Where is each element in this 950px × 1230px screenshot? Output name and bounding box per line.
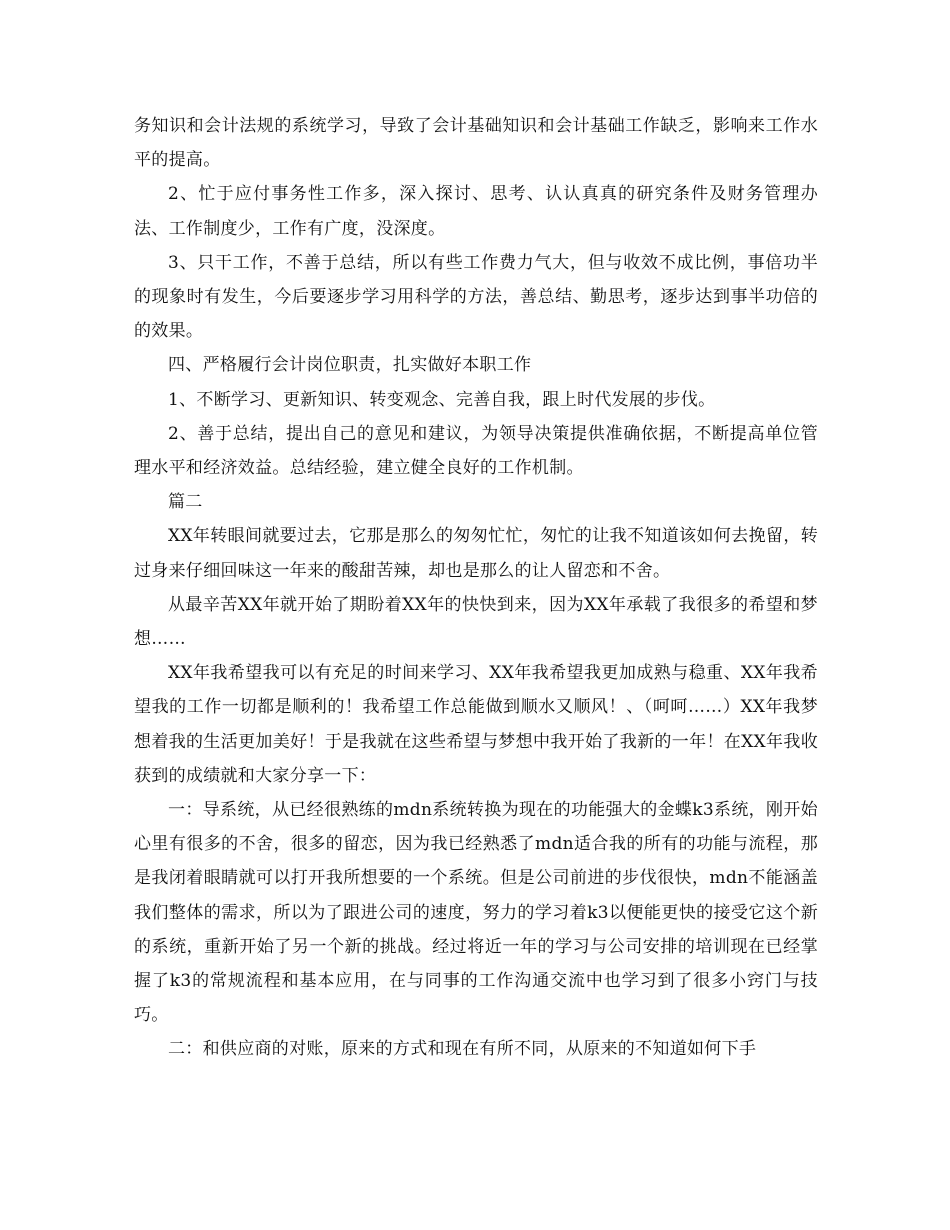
document-body (134, 109, 818, 1067)
section-heading: 四、严格履行会计岗位职责，扎实做好本职工作 (168, 355, 532, 376)
paragraph: 3、只干工作，不善于总结，所以有些工作费力气大，但与收效不成比例，事倍功半的现象时有发生，今后要逐步学习用科学的方法，善总结、勤思考，逐步达到事半功倍的的效果。 (134, 252, 818, 342)
paragraph: 1、不断学习、更新知识、转变观念、完善自我，跟上时代发展的步伐。 (168, 389, 716, 410)
paragraph: 2、忙于应付事务性工作多，深入探讨、思考、认认真真的研究条件及财务管理办法、工作制度少，工作有广度，没深度。 (134, 184, 818, 239)
paragraph: 从最辛苦XX年就开始了期盼着XX年的快快到来，因为XX年承载了我很多的希望和梦想…… (134, 594, 818, 650)
paragraph: 一：导系统，从已经很熟练的mdn系统转换为现在的功能强大的金蝶k3系统，刚开始心里有很多的不舍，很多的留恋，因为我已经熟悉了mdn适合我的所有的功能与流程，那是我闭着眼睛就可以打开我所想要的一个系统。但是公司前进的步伐很快，mdn不能涵盖我们整体的需求，所以为了跟进公司的速度，努力的学习着k3以便能更快的接受它这个新的系统，重新开始了另一个新的挑战。经过将近一年的学习与公司安排的培训现在已经掌握了k3的常规流程和基本应用，在与同事的工作沟通交流中也学习到了很多小窍门与技巧。 (134, 800, 818, 1026)
paragraph: 务知识和会计法规的系统学习，导致了会计基础知识和会计基础工作缺乏，影响来工作水平的提高。 (134, 116, 818, 171)
paragraph: XX年我希望我可以有充足的时间来学习、XX年我希望我更加成熟与稳重、XX年我希望我的工作一切都是顺利的！我希望工作总能做到顺水又顺风！、（呵呵……）XX年我梦想着我的生活更加美好！于是我就在这些希望与梦想中我开始了我新的一年！在XX年我收获到的成绩就和大家分享一下： (134, 663, 818, 786)
paragraph: XX年转眼间就要过去，它那是那么的匆匆忙忙，匆忙的让我不知道该如何去挽留，转过身来仔细回味这一年来的酸甜苦辣，却也是那么的让人留恋和不舍。 (134, 526, 818, 581)
section-heading: 篇二 (168, 492, 203, 513)
paragraph: 二：和供应商的对账，原来的方式和现在有所不同，从原来的不知道如何下手 (168, 1039, 757, 1060)
paragraph: 2、善于总结，提出自己的意见和建议，为领导决策提供准确依据，不断提高单位管理水平和经济效益。总结经验，建立健全良好的工作机制。 (134, 423, 818, 479)
